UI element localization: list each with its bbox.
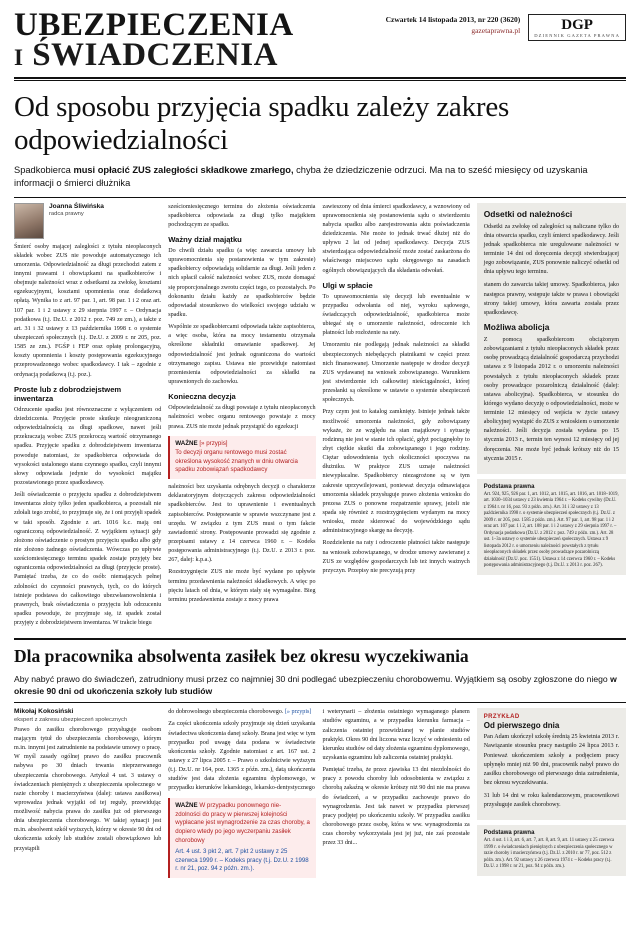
example-label: PRZYKŁAD xyxy=(483,714,520,721)
sidebar-p3: Z pomocą spadkobiercom obciążonym zobowiązaniami z tytułu nieopłaconych składek przez osobę prowadzącą działalność gospodarczą przychodzi ustawa z 9 listopada 2012 r. o umorzeniu należności powstałych z tytułu nieopłaconych składek przez osoby prowadzące pozarolniczą działalność (dalej: ustawa abolicyjna). Spadkobierca, w stosunku do którego wydano decyzję o odpowiedzialności, może w terminie 12 miesięcy od wejścia w życie ustawy abolicyjnej wystąpić do ZUS z wnioskiem o umorzenie należności. Jeśli decyzja została wydana po 15 stycznia 2013 r., termin ten wynosi 12 miesięcy od jej doręczenia. Nie może być jednak krótszy niż do 15 stycznia 2015 r. xyxy=(483,336,619,462)
dgp-logo xyxy=(528,14,626,41)
masthead-title-line1: UBEZPIECZENIA xyxy=(14,7,294,43)
article2-col2 xyxy=(168,708,315,882)
masthead-right xyxy=(386,10,626,41)
article2-col2-p1-text: do dobrowolnego ubezpieczenia chorobowego. xyxy=(168,709,285,716)
article2-author-role: ekspert z zakresu ubezpieczeń społecznych xyxy=(14,716,128,723)
article1-col3-subhead1: Ulgi w spłacie xyxy=(322,280,373,290)
article2-inline-link[interactable]: [» przypis] xyxy=(284,709,312,716)
article1-col1-p1: Odrzucenie spadku jest równoznaczne z wyłączeniem od dziedziczenia. Przyjęcie proste skutkuje nieograniczoną odpowiedzialnością za długi spadkowe, nawet jeśli przekraczają wobec ZUS przekroczą wartość otrzymanego spadku. Przyjęcie spadku z dobrodziejstwem inwentarza powoduje natomiast, że spadkobierca odpowiada do wysokości ustalonego stanu czynnego spadku, czyli innymi słowy odpowiada jedynie do wysokości majątku pozostawionego przez spadkodawcę. xyxy=(14,406,162,486)
article1-col2-p1: Do chwili działu spadku (a więc zawarcia umowy lub uprawomocnienia się postanowienia w tym zakresie) spadkobiercy odpowiadają solidarnie za długi. Jeśli jeden z nich spłacił całość należności wobec ZUS, może domagać się proporcjonalnego zwrotu części tego, co pozostałych. Po dokonaniu działu każdy ze spadkobierców będzie odpowiadał stosunkowo do wielkości swojego udziału w spadku. xyxy=(168,248,316,319)
article1-author xyxy=(14,203,161,239)
example-title: Od pierwszego dnia xyxy=(483,721,560,731)
article2-col2-p2: Za części ukończenia szkoły przyjmuje się dzień uzyskania świadectwa ukończenia danej szkoły. Brana jest więc w tym przypadku pod uwagę data podana w świadectwie ukończenia szkoły. Zgodnie natomiast z art. 167 ust. 2 ustawy z 27 lipca 2005 r. – Prawo o szkolnictwie wyższym (t.j. Dz.U. nr 164, poz. 1365 z późn. zm.), datą ukończenia studiów jest data złożenia egzaminu dyplomowego, w przypadku kierunków lekarskiego, lekarsko-dentystycznego xyxy=(168,721,316,792)
article2-legal-basis xyxy=(477,825,626,875)
article1-col2-subhead2: Konieczna decyzja xyxy=(168,392,236,402)
article2-example-box xyxy=(477,708,626,820)
avatar xyxy=(14,203,44,239)
article2-legal-text: Art. 4 ust. 1 i 3, art. 6, art. 7, art. 8, art. 9, art. 11 ustawy z 25 czerwca 1999 r. o świadczeniach pieniężnych z ubezpieczenia społecznego w razie choroby i macierzyństwa (t.j. Dz.U. z 2010 r. nr 77, poz. 512 z późn. zm.). Art. 92 ustawy z 26 czerwca 1974 r. – Kodeks pracy (t.j. Dz.U. z 1998 r. nr 21, poz. 94 z późn. zm.). xyxy=(483,838,615,870)
masthead xyxy=(14,7,626,74)
sidebar-heading-1: Odsetki od należności xyxy=(483,208,573,219)
article2-standfirst-part1: Aby nabyć prawo do świadczeń, zatrudniony musi przez co najmniej 30 dni podlegać ubezpieczeniu chorobowemu. Wyjątkiem są osoby zgłoszone do niego xyxy=(14,673,611,684)
article1-col3-p2: Umorzeniu nie podlegają jednak należności za składki ubezpieczonych niebędących płatnikami w części przez nich finansowanej. Umorzenie następuje w drodze decyzji ZUS wydawanej na wniosek zobowiązanego. Warunkiem jest stwierdzenie ich całkowitej nieściągalności, której przesłanki są określone w ustawie o systemie ubezpieczeń społecznych. xyxy=(322,342,470,404)
article2-callout-label: WAŻNE xyxy=(175,801,200,809)
website-url[interactable]: gazetaprawna.pl xyxy=(471,26,521,36)
article1-col2 xyxy=(168,203,315,632)
masthead-title-line2: i ŚWIADCZENIA xyxy=(14,37,278,74)
article2-headline: Dla pracownika absolwenta zasiłek bez okresu wyczekiwania xyxy=(14,646,469,667)
article1-col1-p2: Jeśli oświadczenie o przyjęciu spadku z dobrodziejstwem inwentarza złoży tylko jeden spadkobierca, a pozostali nie zdołali tego zrobić, to przyjmuje się, że i oni przyjęli spadek w taki sposób. Zgodnie z art. 1016 k.c. mają oni ograniczoną odpowiedzialność. Z wyjątkiem sytuacji gdy złożono oświadczenie o prostym przyjęciu spadku albo gdy nie złożono żadnego oświadczenia. Wówczas po upływie sześciomiesięcznego terminu spadek zostaje przyjęty bez ograniczenia odpowiedzialności za długi (przyjęcie proste). Pamiętać trzeba, że co do osób: niemających pełnej zdolności do czynności prawnych, tych, co do których istnieje podstawa do całkowitego ubezwłasnowolnienia i prawnych, brak oświadczenia o przyjęciu lub odrzuceniu spadku powoduje, że przyjmuje się, iż spadek został przyjęty z dobrodziejstwem inwentarza. W trakcie biegu xyxy=(14,492,162,627)
article1-col4 xyxy=(477,203,626,632)
article1-col3-p0: zawieszony od dnia śmierci spadkodawcy, a wznowiony od uprawomocnienia się postanowienia sądu o stwierdzeniu nabycia spadku albo zarejestrowania aktu poświadczenia dziedziczenia. Nie może to jednak trwać dłużej niż do upływu 2 lat od jednej spadkodawcy. Decyzja ZUS stwierdzająca odpowiedzialność może zostać zaskarżona do właściwego miejscowo sądu okręgowego na zasadach ogólnych obowiązujących dla składania odwołań. xyxy=(322,203,470,274)
article1-sidebar xyxy=(477,203,626,474)
author-role: radca prawny xyxy=(49,211,84,218)
article1-col2-p3: Odpowiedzialność za długi powstaje z tytułu nieopłaconych należności wobec organu rentowego powstaje z mocy prawa. ZUS nie może jednak przystąpić do egzekucji xyxy=(168,405,316,430)
issue-date: Czwartek 14 listopada 2013, nr 220 (3620) xyxy=(385,15,521,24)
article1-col2-p0: sześciomiesięcznego terminu do złożenia oświadczenia spadkobierca odpowiada za długi tylko majątkiem pochodzącym ze spadku. xyxy=(168,203,316,228)
article1-col2-p2: Wspólnie ze spadkobiercami odpowiada także zapisobierca, a więc osoba, która na mocy testamentu otrzymała określone składniki omawianie spadkowej. Jej odpowiedzialność jest jednak ograniczona do wartości otrzymanego zapisu. Ustawa nie przewiduje natomiast przeniesienia odpowiedzialności za składki na uprawnionych do zachowku. xyxy=(168,324,316,386)
article2-callout-text: zdolności do pracy w pierwszej kolejności wypłacane jest wynagrodzenie za czas choroby, a dopiero wtedy po jego wyczerpaniu zasiłek chorobowy xyxy=(175,810,310,844)
article2-col3-p3: i weterynarii – złożenia ostatniego wymaganego planem studiów egzaminu, a w przypadku kierunku farmacja – zaliczenia ostatniej przewidzianej w planie studiów praktyki. Okres 90 dni liczona wraz liczyć w odniesieniu od kierunku studiów od daty złożenia egzaminu dyplomowego, uzyskania egzaminu lub zaliczenia ostatniej praktyki. xyxy=(322,709,470,761)
article2-col3-p4: Pamiętać trzeba, że przez zjawiska 13 dni niezdolności do pracy z powodu choroby lub odosobnienia w związku z chorobą zakaźną w okresie krótszy niż 90 dni nie ma prawa do świadczeń, a w przypadku zachowuje prawo do wynagrodzenia. Jest tak nawet w przypadku pierwszej pracy podjętej po ukończeniu szkoły. W przypadku zasiłku chorobowego przez osobę, która w ww. wynagrodzenia za czas choroby wykorzystała jest jej już, nie zaś pozostałe przez 33 dni... xyxy=(322,767,470,847)
article1-col1-subhead: Proste lub z dobrodziejstwem inwentarza xyxy=(14,384,122,403)
standfirst-bold: musi opłacić ZUS zaległości składkowe zmarłego, xyxy=(73,165,294,176)
dgp-logo-subtitle: DZIENNIK GAZETA PRAWNA xyxy=(534,33,620,38)
callout-link[interactable]: [» przypis] xyxy=(199,439,228,447)
masthead-title xyxy=(14,7,294,74)
article1-col3-p3: Przy czym jest to katalog zamknięty. Istnieje jednak także możliwość umorzenia należności, gdy zobowiązany wykaże, że ze względu na stan majątkowy i sytuację rodzinną nie jest w stanie ich opłacić, gdyż pociągnęłoby to zbyt ciężkie skutki dla zobowiązanego i jego rodziny. Ciężar udowodnienia tych okoliczności spoczywa na dłużniku. W praktyce ZUS uznaje należności niewypłacalne. Spadkobiercy niezagrożone są w tym zakresie uprzywilejowani, ponieważ decyzja odmawiająca umorzenia składek przysługuje prawo złożenia wniosku do prezesa ZUS o ponowne rozpatrzenie sprawy, jeżeli nie spada się również z rozstrzygnięciem wydanym na mocy wniosku, może skierować do wojewódzkiego sądu administracyjnego skargę na decyzję. xyxy=(322,409,470,535)
article1-col3 xyxy=(323,203,470,632)
article2-col1-p1: Prawo do zasiłku chorobowego przysługuje osobom mającym tytuł do ubezpieczenia chorobowego, którym m.in. innymi jest zatrudnienie na podstawie umowy o pracę. W myśl zasady ogólnej prawo do zasiłku pracownik nabywa po 30 dniach trwania nieprzerwanego ubezpieczenia chorobowego. Artykuł 4 ust. 3 ustawy o świadczeniach pieniężnych z ubezpieczenia społecznego w razie choroby i macierzyństwa (dalej: ustawa zasiłkowa) wprowadza jednak wyjątki od tej reguły, przewidując możliwość nabycia prawa do zasiłku już od pierwszego dnia ubezpieczenia chorobowego. W takiej sytuacji jest m.in. absolwent szkół wyższych, którzy w okresie 90 dni od ukończenia szkoły lub studiów zostali obowiązkowo lub przystąpili xyxy=(14,726,162,852)
masthead-meta xyxy=(386,14,521,37)
article1-legal-basis xyxy=(477,479,626,575)
article1-callout xyxy=(168,436,315,479)
article1-columns xyxy=(14,203,626,632)
article2-author-name: Mikołaj Kokosiński xyxy=(14,708,74,716)
article2-rule xyxy=(14,702,626,703)
legal-basis-heading: Podstawa prawna xyxy=(483,483,535,490)
masthead-rule xyxy=(14,77,626,79)
article2-callout-legal: Art. 4 ust. 3 pkt 2, art. 7 pkt 2 ustawy z 25 czerwca 1999 r. – Kodeks pracy (t.j. Dz.U. z 1998 r. nr 21, poz. 94 z późn. zm.). xyxy=(175,847,309,873)
standfirst-part1: Spadkobierca xyxy=(14,165,74,176)
article1-col1-lead: Śmierć osoby mającej zaległości z tytułu nieopłaconych składek wobec ZUS nie powoduje automatycznego ich umorzenia. Odpowiedzialność za długi przechodzi zatem z innymi prawami i obowiązkami na spadkobierców i obejmuje należności wraz z odsetkami za zwłokę, kosztami egzekucyjnymi, kosztami upomnienia oraz dodatkową opłatą. Wynika to z art. 97 par. 1, art. 98 par. 1 i 2 oraz art. 107 par. 1 i 2 ustawy z 29 sierpnia 1997 r. – Ordynacja podatkowa (t.j. Dz.U. z 2012 r. poz. 749 ze zm.), a także z art. 31 i 32 ustawy z 13 października 1998 r. o systemie ubezpieczeń społecznych (t.j. Dz.U. z 2009 r. nr 205, poz. 1585 ze zm.). FGŚP i FEP oraz opłatę prolongacyjną, koszty upomnienia i koszty postępowania egzekucyjnego przeprowadzonego wobec spadkodawcy. I tak – zgodnie z ordynacją podatkową (t.j. poz.). xyxy=(14,243,162,378)
legal-basis-text: Art. 924, 925, 926 par. 1, art. 1012, art. 1015, art. 1016, art. 1018–1019, art. 1030–1034 ustawy z 23 kwietnia 1964 r. – Kodeks cywilny (Dz.U. z 1964 r. nr 16, poz. 93 z późn. zm.). Art. 31 i 32 ustawy z 13 października 1998 r. o systemie ubezpieczeń społecznych (t.j. Dz.U. z 2009 r. nr 205, poz. 1585 z późn. zm.). Art. 97 par. 1, art. 98 par. 1 i 2 oraz art. 107 par. 1 i 2, art. 108 par. 1 i 2 ustawy z 29 sierpnia 1997 r. – Ordynacja podatkowa (Dz.U. z 2012 r. poz. 749 z późn. zm.). Art. 28 ust. 1–3a ustawy o systemie ubezpieczeń społecznych. Ustawa z 9 listopada 2012 r. o umorzeniu należności powstałych z tytułu nieopłaconych składek przez osoby prowadzące pozarolniczą działalność (Dz.U. poz. 1551). Ustawa z 14 czerwca 1960 r. – Kodeks postępowania administracyjnego (t.j. Dz.U. z 2013 r. poz. 267). xyxy=(483,491,619,569)
article2-callout xyxy=(168,798,315,879)
article1-col2-subhead1: Ważny dział majątku xyxy=(168,234,242,244)
article1-col1 xyxy=(14,203,161,632)
article1-standfirst xyxy=(14,164,626,190)
example-p2: 31 lub 14 dni w roku kalendarzowym, pracownikowi przysługuje zasiłek chorobowy. xyxy=(483,793,619,809)
callout-text: To decyzji organu rentowego musi zostać określona wysokość znanych w dniu otwarcia spadku zobowiązań spadkodawcy xyxy=(175,448,298,474)
author-name: Joanna Śliwińska xyxy=(49,202,104,210)
article2-standfirst-bold: w okresie 90 dni od ukończenia szkoły lub studiów xyxy=(14,673,617,697)
sidebar-heading-2: Możliwa abolicja xyxy=(483,321,550,332)
article1-rule xyxy=(14,197,626,198)
dgp-logo-text: DGP xyxy=(561,17,593,33)
example-p1: Pan Adam ukończył szkołę średnią 25 kwietnia 2013 r. Nawiązanie stosunku pracy nastąpiło 24 lipca 2013 r. Ponieważ ukończeniem szkoły a podjęciem pracy upłynęło mniej niż 90 dni, pracownik nabył prawo do zasiłku chorobowego od pierwszego dnia zatrudnienia, bez okresu wyczekiwania. xyxy=(483,734,619,786)
article1-col2-p5: Rozstrzygnięcie ZUS nie może być wydane po upływie terminu przedawnienia należności składkowych. A więc po pięciu latach od dnia, w którym stały się wymagalne. Bieg terminu przedawnienia zostaje z mocy prawa xyxy=(168,569,316,603)
callout-label: WAŻNE xyxy=(175,439,200,447)
article1-col3-p1: To uprawomocnienia się decyzji lub ewentualnie w przypadku odwołania od niej, wyroku sądowego, świadczących odpowiedzialność, spadkobierca może ubiegać się o umorzenie należności, odroczenie ich płatności lub rozłożenie na raty. xyxy=(322,293,470,337)
article2-col2-p1 xyxy=(168,708,315,717)
article2-callout-link[interactable]: W przypadku ponownego nie- xyxy=(199,801,282,809)
article1-col3-p4: Rozdzielenie na raty i odroczenie płatności także następuje na wniosek zobowiązanego, w drodze umowy zawieranej z ZUS ze względów gospodarczych lub też innych ważnych przyczyn. Przepisy nie precyzują przy xyxy=(322,540,470,574)
article2-legal-heading: Podstawa prawna xyxy=(483,830,535,837)
article2-standfirst xyxy=(14,673,626,697)
masthead-rule-thin xyxy=(14,80,626,81)
standfirst-part2: chyba że dziedziczenie odrzuci. Ma na to sześć miesięcy od uzyskania informacji o śmierci dłużnika xyxy=(14,165,588,189)
article1-headline: Od sposobu przyjęcia spadku zależy zakres odpowiedzialności xyxy=(14,91,510,156)
article2-col4 xyxy=(477,708,626,882)
callout-title xyxy=(175,440,310,447)
article2-col3 xyxy=(323,708,470,882)
article2-columns xyxy=(14,708,626,882)
article1-col2-p4: należności bez uzyskania odrębnych decyzji o charakterze deklaratoryjnym dotyczących zakresu odpowiedzialności spadkobierców. Jest to uprawnienie i ewentualnych zapisobierców. Postępowanie w sprawie wszczynane jest z urzędu. W związku z tym ZUS musi o tym fakcie zawiadomić strony. Postępowanie prowadzi się zgodnie z przepisami ustawy z 14 czerwca 1960 r. – Kodeks postępowania administracyjnego (t.j. Dz.U. z 2013 r. poz. 267, dalej: k.p.a.). xyxy=(168,484,316,564)
article2-separator xyxy=(14,638,626,640)
article2-col1 xyxy=(14,708,161,882)
sidebar-p1: Odsetki za zwłokę od zaległości są naliczane tylko do dnia otwarcia spadku, czyli śmierci spadkodawcy. Jeśli jednak spadkobierca nie uregulowane należności w terminie 14 dni od doręczenia decyzji stwierdzającej jego zobowiązanie, ZUS ponownie naliczyć odsetki od dnia upływu tego terminu. xyxy=(483,223,619,276)
article2-callout-title xyxy=(175,802,310,809)
sidebar-p2: stanem do zawarcia takiej umowy. Spadkobierca, jako następca prawny, wstępuje także w prawa i obowiązki strony takiej umowy, która zawarta została przez spadkodawcę. xyxy=(483,282,619,316)
